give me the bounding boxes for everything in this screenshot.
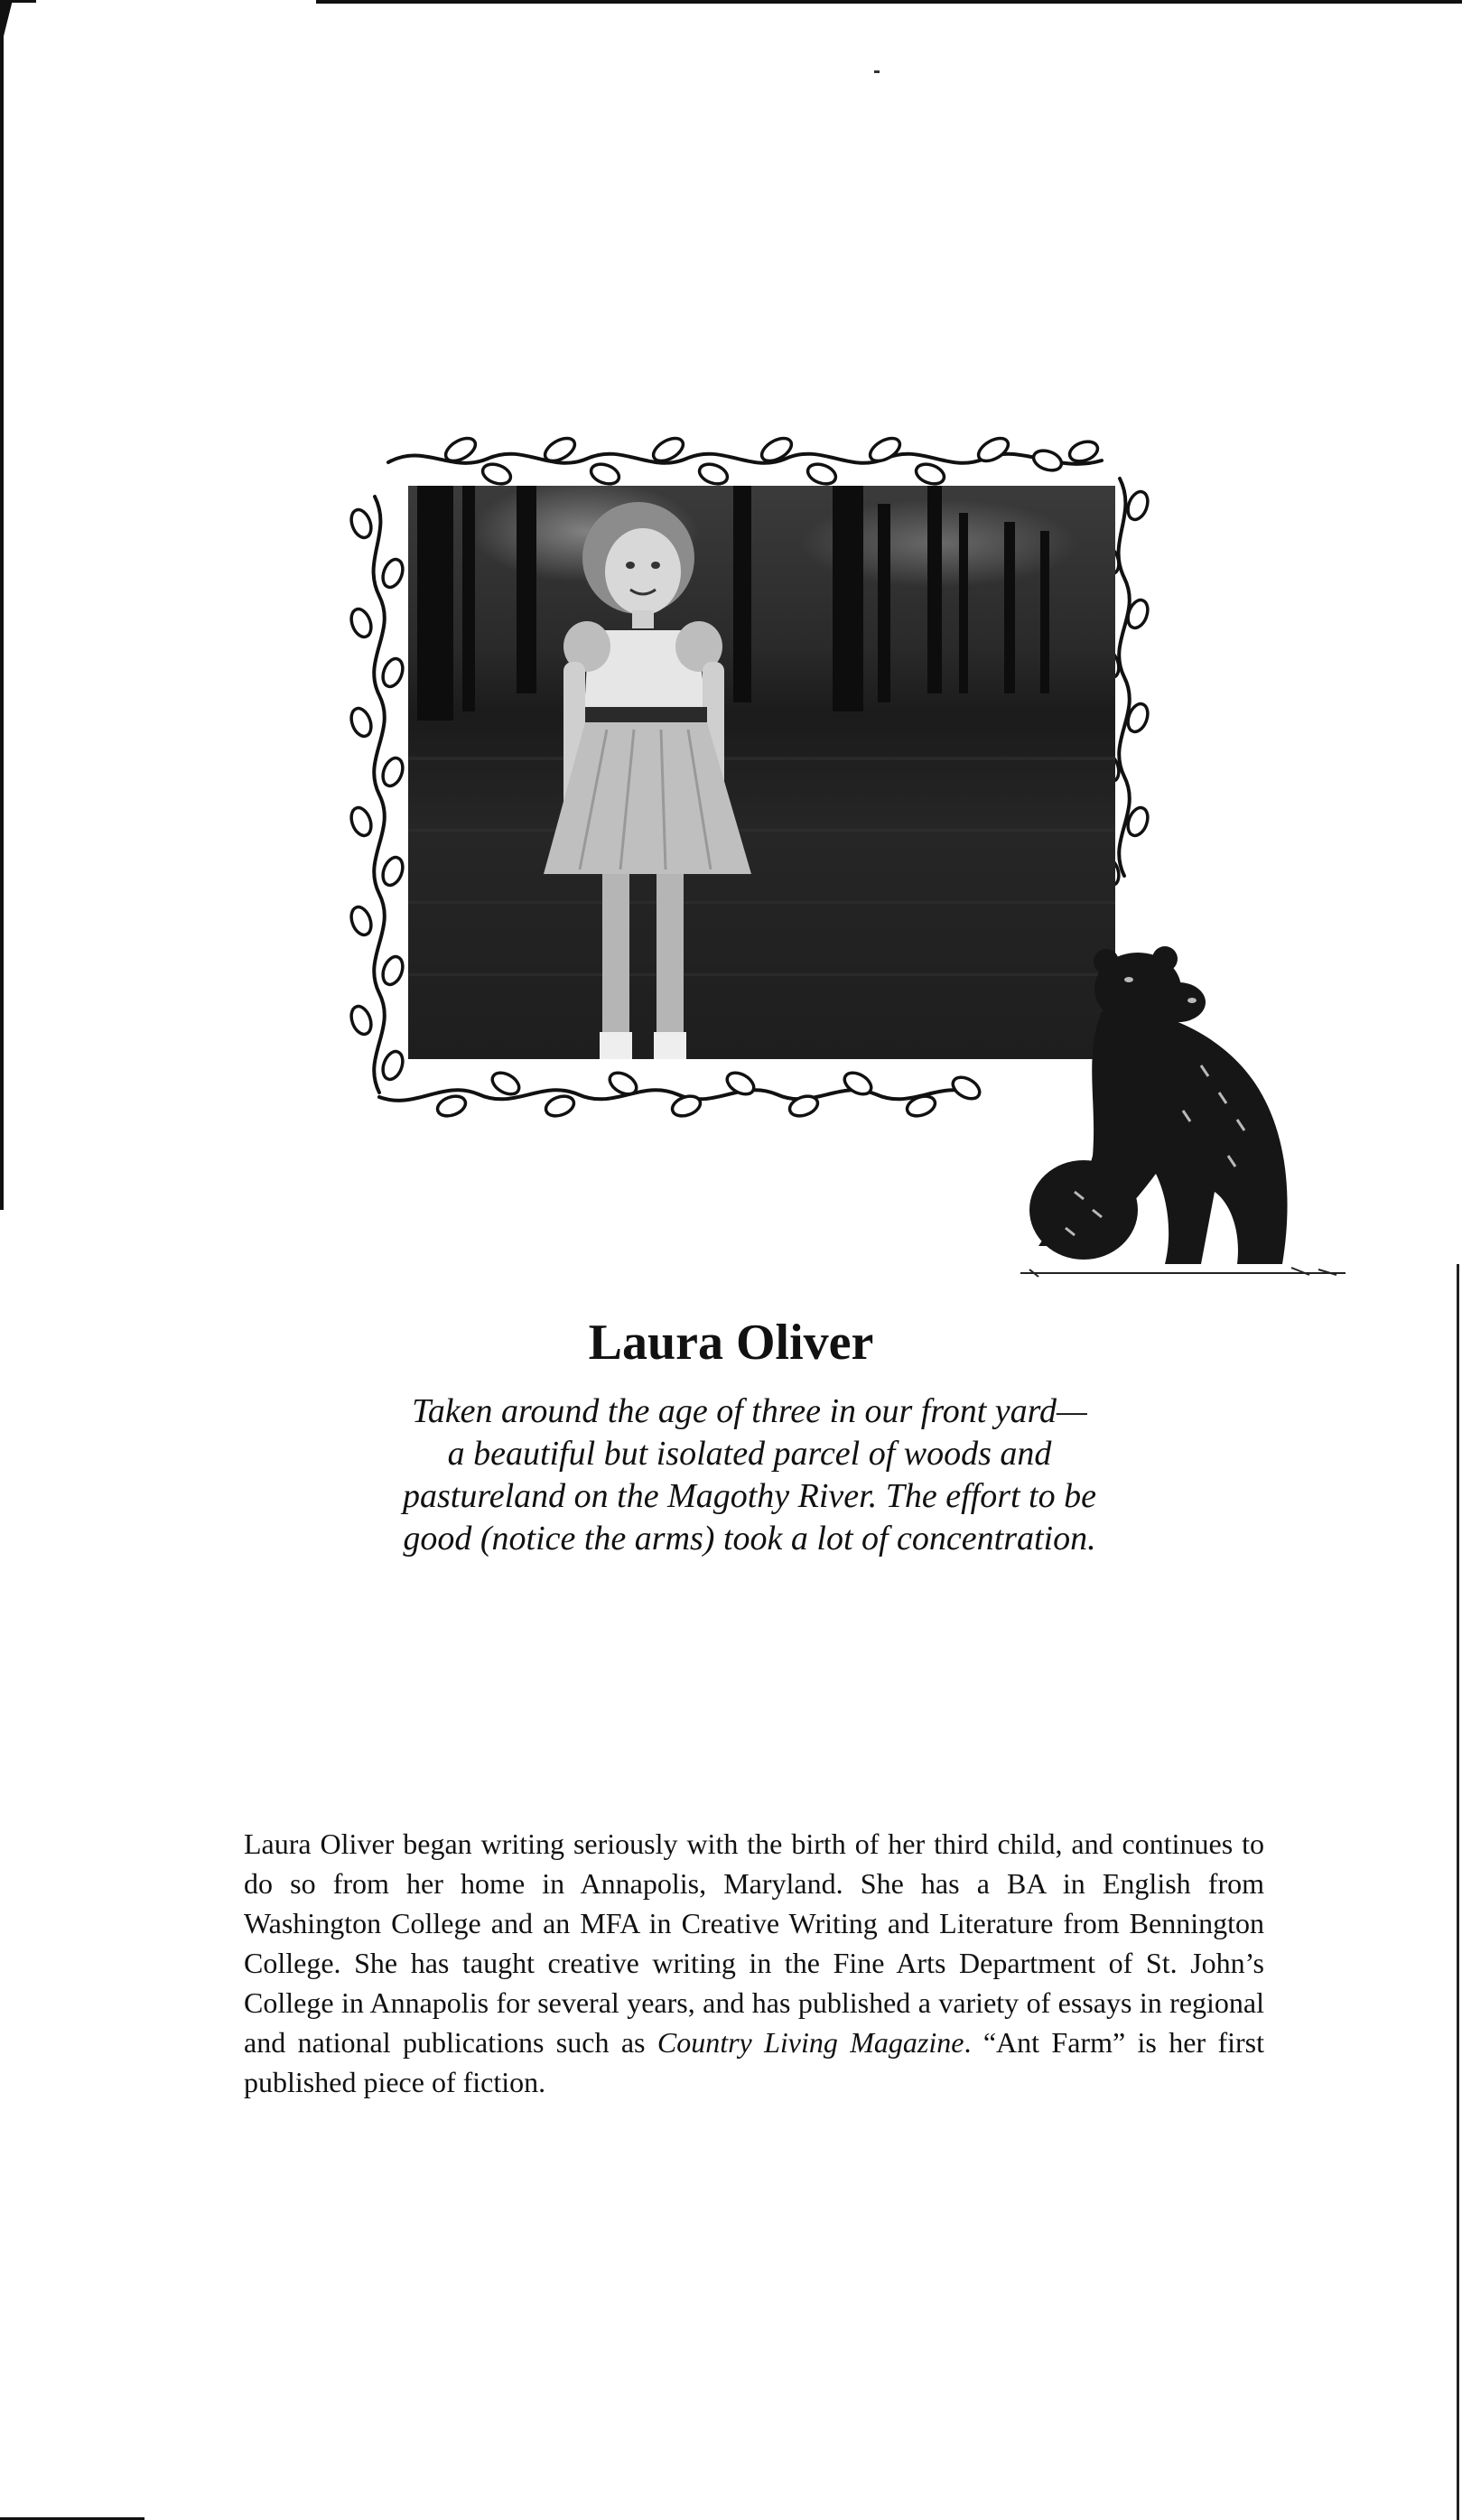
author-name: Laura Oliver	[588, 1315, 874, 1371]
author-biography	[244, 1824, 1264, 2102]
bio-text-end: . “Ant Farm” is her first published piece of fiction.	[244, 2026, 1265, 2098]
caption-line: pastureland on the Magothy River. The effort to be	[403, 1477, 1096, 1515]
photo-caption	[343, 1390, 1156, 1560]
magazine-title: Country Living Magazine	[657, 2026, 964, 2059]
childhood-photo	[408, 486, 1115, 1059]
bear-illustration	[1020, 939, 1355, 1291]
bio-text: Laura Oliver began writing seriously with the birth of her third child, and continues to do so from her home in Annapolis, Maryland. She has a BA in English from Washington College and an MFA in Creative Writing and Literature from Bennington College. She has taught creative writing in the Fine Arts Department of St. John’s College in Annapolis for several years, and has published a variety of essays in regional and national publications such as	[244, 1827, 1264, 2059]
scan-border-top	[316, 0, 1462, 4]
photo-scene	[408, 486, 1115, 1059]
caption-line: Taken around the age of three in our front yard—	[412, 1392, 1087, 1430]
scan-border-right	[1457, 1264, 1459, 2520]
caption-line: good (notice the arms) took a lot of concentration.	[403, 1520, 1096, 1558]
caption-line: a beautiful but isolated parcel of woods and	[447, 1435, 1052, 1473]
scan-border-left	[0, 0, 18, 1210]
scan-speck	[874, 70, 880, 73]
